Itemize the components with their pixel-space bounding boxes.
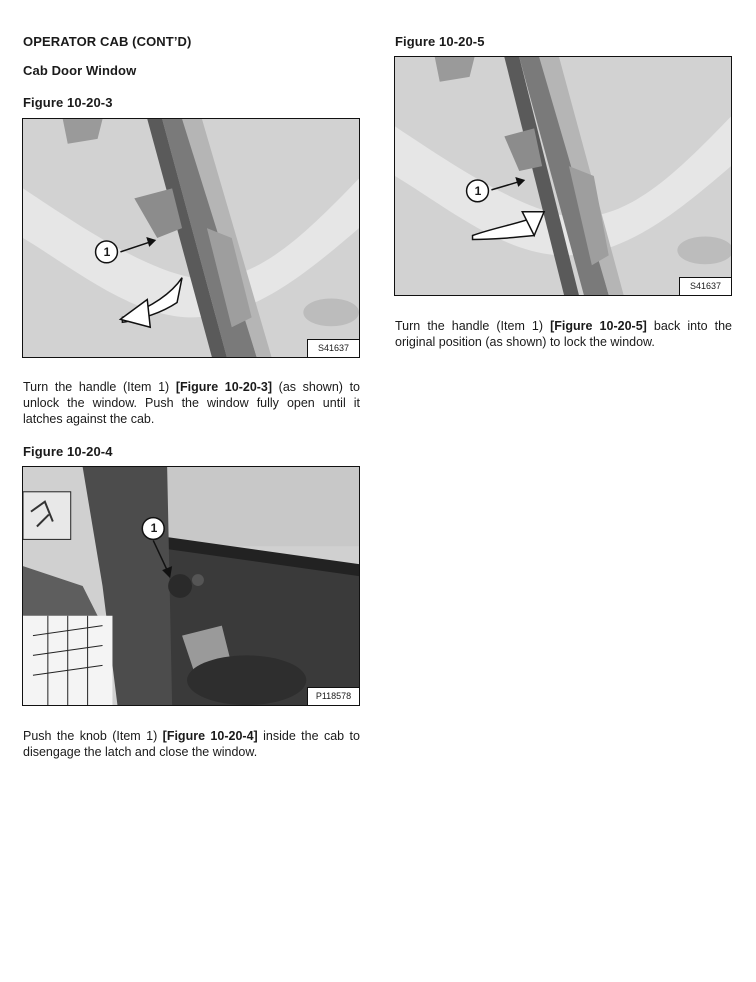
paragraph-1: Turn the handle (Item 1) [Figure 10-20-3] (as shown) to unlock the window. Push the window fully open until it latches against the cab. <box>23 380 360 426</box>
figure-label-10-20-4: Figure 10-20-4 <box>23 444 113 459</box>
callout-1: 1 <box>103 245 111 259</box>
callout-1: 1 <box>150 521 158 535</box>
cab-door-handle-locked-photo <box>395 57 731 295</box>
figure-10-20-5 <box>394 56 732 296</box>
figure-10-20-4 <box>22 466 360 706</box>
figure-label-10-20-5: Figure 10-20-5 <box>395 34 485 49</box>
figure-code: S41637 <box>679 277 731 295</box>
paragraph-3: Turn the handle (Item 1) [Figure 10-20-5] back into the original position (as shown) to lock the window. <box>395 319 732 349</box>
figure-code: P118578 <box>307 687 359 705</box>
subsection-title: Cab Door Window <box>23 63 137 78</box>
figure-label-10-20-3: Figure 10-20-3 <box>23 95 113 110</box>
callout-1: 1 <box>474 184 482 198</box>
paragraph-2: Push the knob (Item 1) [Figure 10-20-4] inside the cab to disengage the latch and close the window. <box>23 729 360 759</box>
figure-10-20-3 <box>22 118 360 358</box>
cab-door-handle-photo <box>23 119 359 357</box>
section-title: OPERATOR CAB (CONT’D) <box>23 34 192 49</box>
figure-code: S41637 <box>307 339 359 357</box>
cab-knob-photo <box>23 467 359 705</box>
